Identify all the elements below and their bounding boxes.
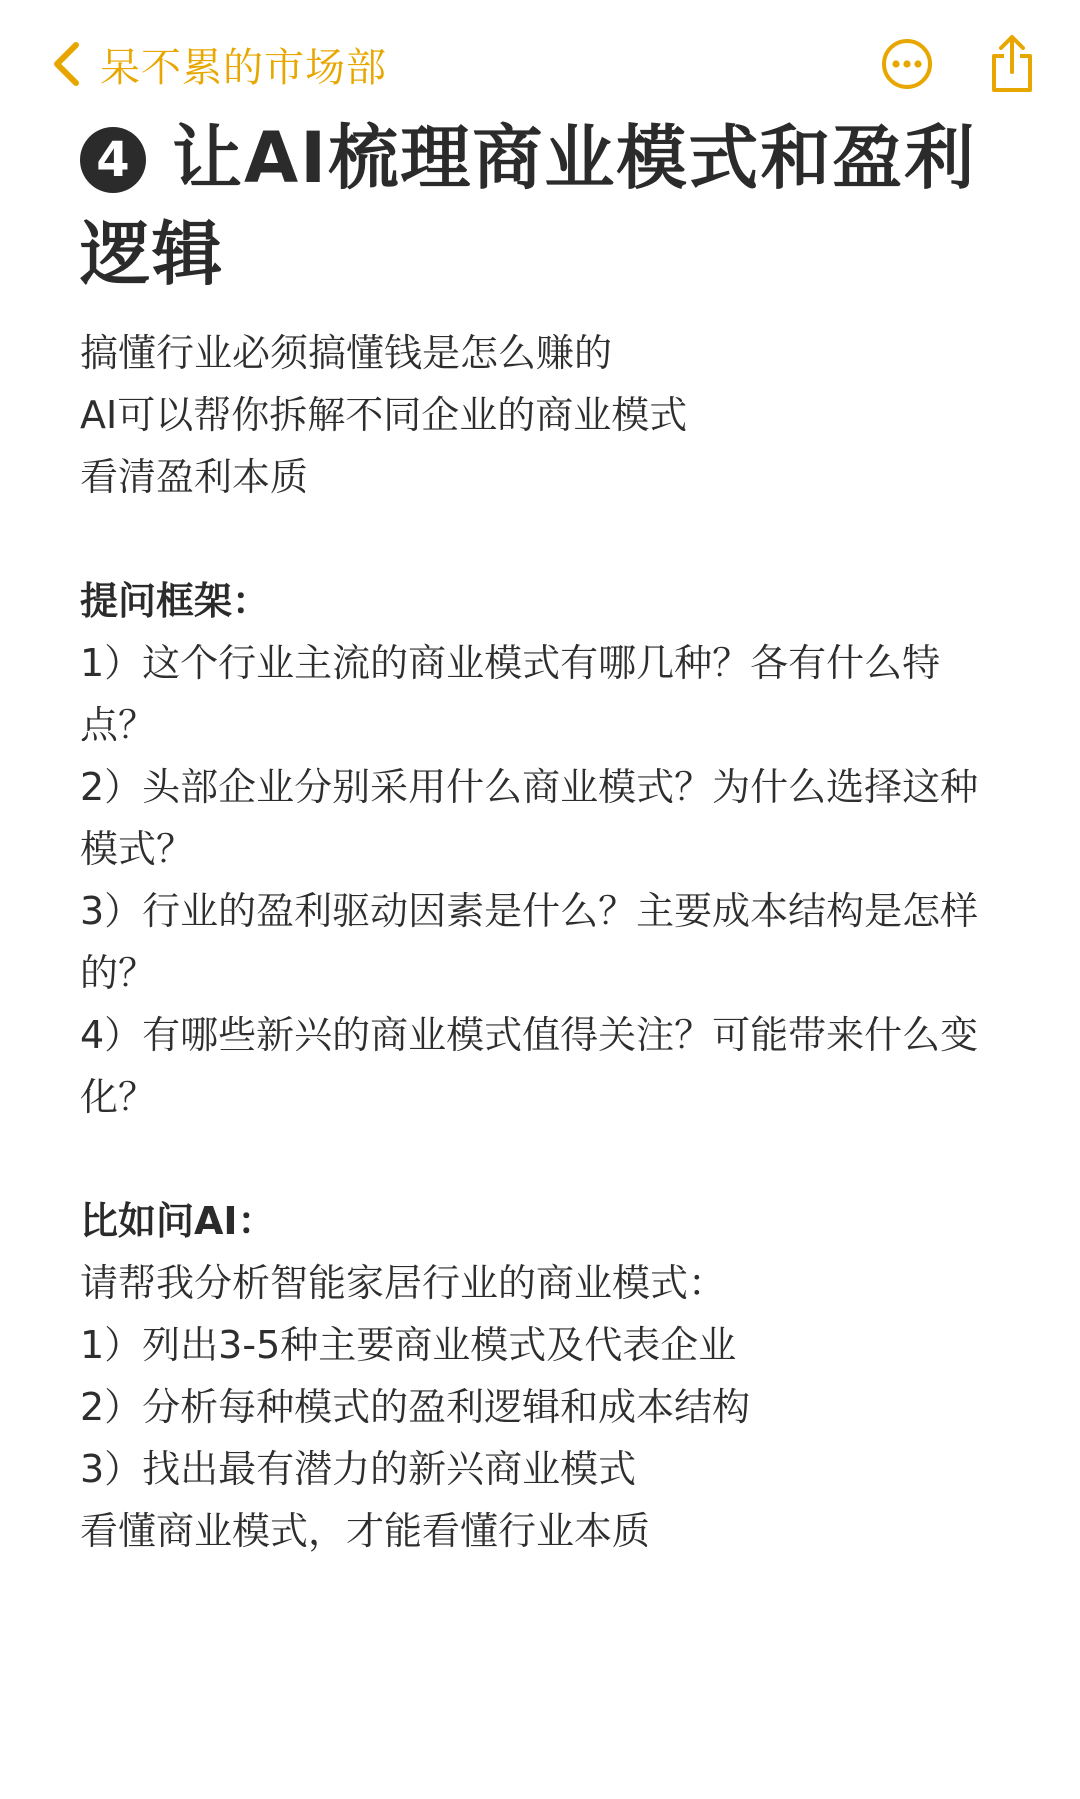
- intro-line: AI可以帮你拆解不同企业的商业模式: [80, 393, 688, 437]
- title-text: 让AI梳理商业模式和盈利逻辑: [80, 117, 977, 295]
- framework-item: 1）这个行业主流的商业模式有哪几种？各有什么特点？: [80, 641, 941, 747]
- example-line: 3）找出最有潜力的新兴商业模式: [80, 1447, 637, 1491]
- share-icon: [988, 79, 1036, 98]
- intro-line: 看清盈利本质: [80, 455, 309, 499]
- more-button[interactable]: [881, 38, 933, 90]
- ellipsis-circle-icon: [881, 75, 933, 94]
- share-button[interactable]: [988, 34, 1036, 94]
- framework-item: 2）头部企业分别采用什么商业模式？为什么选择这种模式？: [80, 765, 979, 871]
- back-button[interactable]: [52, 32, 387, 96]
- example-heading: 比如问AI：: [80, 1199, 276, 1243]
- framework-heading: 提问框架：: [80, 579, 271, 623]
- blank-line: [80, 1128, 1000, 1190]
- note-body: [80, 322, 1000, 1562]
- back-label: 呆不累的市场部: [100, 44, 387, 91]
- framework-item: 3）行业的盈利驱动因素是什么？主要成本结构是怎样的？: [80, 889, 979, 995]
- example-line: 2）分析每种模式的盈利逻辑和成本结构: [80, 1385, 751, 1429]
- intro-line: 搞懂行业必须搞懂钱是怎么赚的: [80, 331, 613, 375]
- chevron-left-icon: [52, 41, 80, 87]
- example-line: 1）列出3-5种主要商业模式及代表企业: [80, 1323, 737, 1367]
- note-content: [80, 110, 1020, 1562]
- note-title: [80, 110, 980, 302]
- blank-line: [80, 508, 1000, 570]
- closing-line: 看懂商业模式，才能看懂行业本质: [80, 1509, 651, 1553]
- example-line: 请帮我分析智能家居行业的商业模式：: [80, 1261, 727, 1305]
- framework-item: 4）有哪些新兴的商业模式值得关注？可能带来什么变化？: [80, 1013, 979, 1119]
- title-number-badge: 4: [80, 127, 146, 193]
